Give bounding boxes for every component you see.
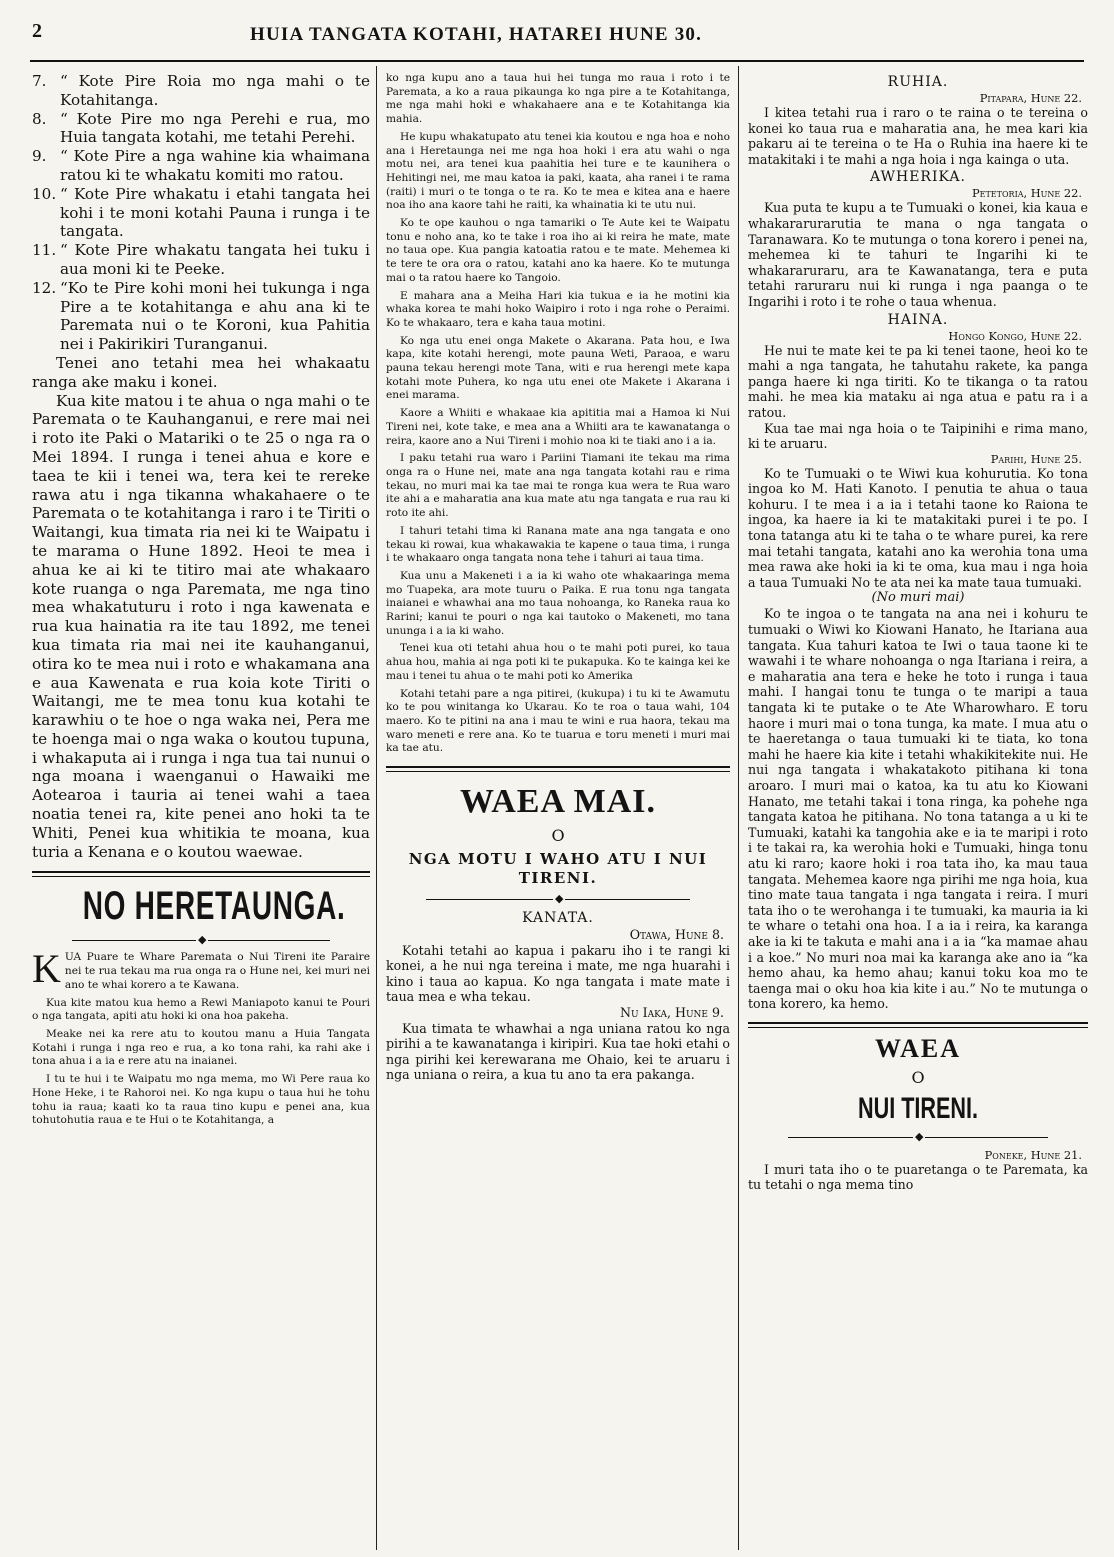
paragraph: I tahuri tetahi tima ki Ranana mate ana nga tangata e ono tekau ki rowai, kua whakawakia te kapene o taua tima, i runga i te whakaaro onga tangata nona tehe i tahuri ai taua tima. bbox=[386, 524, 730, 565]
paragraph: ko nga kupu ano a taua hui hei tunga mo raua i roto i te Paremata, a ko a raua pikaunga ko nga pire a te Kotahitanga, me nga mahi hoki e whakahaere ana e te Kotahitanga kia mahia. bbox=[386, 72, 730, 126]
drop-cap: K bbox=[32, 946, 61, 992]
list-item: 8. “ Kote Pire mo nga Perehi e rua, mo Huia tangata kotahi, me tetahi Perehi. bbox=[32, 109, 370, 147]
dateline: Poneke, Hune 21. bbox=[984, 1147, 1082, 1162]
dateline: Hongo Kongo, Hune 22. bbox=[948, 328, 1082, 343]
waea-subheadline: NGA MOTU I WAHO ATU I NUI TIRENI. bbox=[408, 850, 708, 888]
list-item: 12. “Ko te Pire kohi moni hei tukunga i nga Pire a te kotahitanga e ahu ana ki te Paremata nui o te Koroni, kua Pahitia nei i Pakirikiri Turanganui. bbox=[32, 278, 370, 354]
paragraph: I tu te hui i te Waipatu mo nga mema, mo Wi Pere raua ko Hone Heke, i te Rahoroi nei. Ko nga kupu o taua hui he tohu tohu ia raua; kaati ko ta raua tino kupu e penei ana, kua tohutohutia raua e te Hui o te Kotahitanga, a bbox=[32, 1073, 370, 1127]
paragraph: I muri tata iho o te puaretanga o te Paremata, ka tu tetahi o nga mema tino bbox=[748, 1161, 1088, 1193]
running-head: HUIA TANGATA KOTAHI, HATAREI HUNE 30. bbox=[250, 24, 703, 45]
paragraph: He kupu whakatupato atu tenei kia koutou e nga hoa e noho ana i Heretaunga nei me nga hoa hoki i era atu wahi o nga motu nei, ara tenei kua paahitia hei ture e te kaunihera o Hehitingi nei, me mau katoa ia paki, kaata, aha ranei i te rama (raiti) i muri o te tonga o te ra. Ko te mea e kitea ana e haere noa iho ana kaore tahi he raiti, ka whainatia ki te utu nui. bbox=[386, 130, 730, 212]
masthead-rule bbox=[30, 60, 1084, 62]
page-number: 2 bbox=[32, 20, 42, 42]
headline-connector: O bbox=[911, 1067, 925, 1087]
no-muri-mai-note: (No muri mai) bbox=[871, 590, 965, 606]
column-divider-2 bbox=[738, 66, 739, 1550]
section-head-ruhia: RUHIA. bbox=[887, 74, 949, 90]
paragraph: Ko te ingoa o te tangata na ana nei i kohuru te tumuaki o Wiwi ko Kiowani Hanato, he Itariana aua tangata. Kua tahuri katoa te Iwi o taua taone ki te wawahi i te whare nohoanga o nga Itariana i reira, a e maharatia ana tera e heke he toto i runga i taua mahi. I hangai tonu te tunga o te maripi a taua tangata ki te putake o te Ate Wharowharo. E toru haore i muri mai o tona tunga, ka mate. I mua atu o te haeretanga o taua tumuaki ki te tiata, ko tona mahi he haere kia kite i tetahi whakikitekite nui. He nui nga tangata i whakatakoto pitihana ki tona aroaro. I muri mai o katoa, ka tu atu ko Kiowani Hanato, me tetahi takai i tona ringa, ka pohehe nga tangata katoa he pitihana. No tona tatanga a u ki te Tumuaki, katahi ka tangohia ake e ia te maripi i roto i te takai ra, ka werohia hoki e Tumuaki, hinga tonu atu ki raro; kaore hoki i roa tata iho, ka mau taua tangata. Mehemea kaore nga pirihi me nga hoia, kua tino mate taua tangata i nga tangata i reira. I muri tata iho o te werohanga i te tumuaki, ka mauria ia ki te whare o tetahi ona hoa. I a ia i reira, ka karanga ake ia ki te takuta e mahi ana i a ia “ka mamae ahau i a koe.” No muri noa mai ka karanga ake ano ia “ka hemo ahau, ka hemo ahau; kanui toku koa mo te taenga mai o oku hoa kia kite i au.” No te mutunga o tona korero, ka hemo. bbox=[748, 606, 1088, 1012]
section-rule bbox=[748, 1022, 1088, 1028]
paragraph: I paku tetahi rua waro i Pariini Tiamani ite tekau ma rima onga ra o Hune nei, mate ana nga tangata kotahi rau e rima tekau, no muri mai ka tae mai te ronga kua wera te Rua waro ite ahi a e maharatia ana kua mate atu nga tangata e rua rau ki roto ite ahi. bbox=[386, 452, 730, 520]
bill-list bbox=[32, 72, 370, 354]
paragraph: He nui te mate kei te pa ki tenei taone, heoi ko te mahi a nga tangata, he tahutahu rakete, ka panga panga haere ki nga tiriti. Ko te tikanga o ta ratou mahi. he mea kia mataku ai nga atua e patu ra i a ratou. bbox=[748, 342, 1088, 420]
section-rule bbox=[386, 766, 730, 772]
waea-mai-headline: WAEA MAI. bbox=[459, 783, 657, 821]
column-1 bbox=[32, 72, 370, 1550]
paragraph: KUA Puare te Whare Paremata o Nui Tireni ite Paraire nei te rua tekau ma rua onga ra o Hune nei, kei muri nei ano te whai korero a te Kawana. bbox=[32, 946, 370, 992]
column-2 bbox=[386, 72, 730, 1550]
paragraph: Ko nga utu enei onga Makete o Akarana. Pata hou, e Iwa kapa, kite kotahi herengi, mote pauna Weti, Paraoa, e waru pauna tekau herengi mote Tana, witi e rua herengi mete kapa kotahi mote Puhera, ko nga utu enei ote Makete i Akarana i enei marama. bbox=[386, 334, 730, 402]
paragraph: Kua puta te kupu a te Tumuaki o konei, kia kaua e whakararurarutia te mana o nga tangata o Taranawara. Ko te mutunga o tona korero i penei na, mehemea ki te tahuri te Ingarihi ki te whakararuraru, ara te Kawanatanga, tera e puta tetahi raruraru nui ki runga i nga paanga o te Ingarihi i roto i te rohe o taua whenua. bbox=[748, 200, 1088, 309]
section-head-kanata: KANATA. bbox=[522, 910, 594, 927]
diamond-icon: ◆ bbox=[915, 1129, 924, 1143]
diamond-icon: ◆ bbox=[198, 933, 207, 947]
column-3 bbox=[748, 72, 1088, 1550]
diamond-rule bbox=[72, 933, 330, 947]
dateline: Pitapara, Hune 22. bbox=[979, 91, 1082, 105]
dateline: Petetoria, Hune 22. bbox=[971, 186, 1082, 201]
dateline: Parihi, Hune 25. bbox=[990, 451, 1082, 466]
column-divider-1 bbox=[376, 66, 377, 1550]
dateline: Nu Iaka, Hune 9. bbox=[620, 1005, 724, 1021]
list-item: 7. “ Kote Pire Roia mo nga mahi o te Kotahitanga. bbox=[32, 72, 370, 109]
list-item: 9. “ Kote Pire a nga wahine kia whaimana ratou ki te whakatu komiti mo ratou. bbox=[32, 147, 370, 184]
headline-connector: O bbox=[551, 826, 565, 846]
waea-headline: WAEA bbox=[874, 1033, 961, 1063]
paragraph: Kua unu a Makeneti i a ia ki waho ote whakaaringa mema mo Tuapeka, ara mote tuuru o Paika. E rua tonu nga tangata inaianei e whawhai ana mo taua nohoanga, ko Raneka raua ko Rarini; kanui te pouri o nga kai tautoko o Makeneti, mo tana ununga i a ia ki waho. bbox=[386, 569, 730, 637]
list-item: 11. “ Kote Pire whakatu tangata hei tuku i aua moni ki te Peeke. bbox=[32, 241, 370, 278]
paragraph: Tenei kua oti tetahi ahua hou o te mahi poti purei, ko taua ahua hou, mahia ai nga poti ki te pukapuka. Ko te kainga kei ke mau i tenei tu ahua o te mahi poti ko Amerika bbox=[386, 642, 730, 682]
section-head-haina: HAINA. bbox=[887, 311, 949, 328]
paragraph: Kua timata te whawhai a nga uniana ratou ko nga pirihi a te kawanatanga i kiripiri. Kua tae hoki etahi o nga pirihi kei kerewarana me Ohaio, kei te aruaru i nga uniana o reira, a kua tu ano ta era pakanga. bbox=[386, 1020, 730, 1083]
section-rule bbox=[32, 871, 370, 877]
paragraph: Kotahi tetahi ao kapua i pakaru iho i te rangi ki konei, a he nui nga tereina i mate, me nga huarahi i kino i taua ao kapua. Ko nga tangata i mate mate i taua mea e wha tekau. bbox=[386, 942, 730, 1005]
paragraph: Ko te Tumuaki o te Wiwi kua kohurutia. Ko tona ingoa ko M. Hati Kanoto. I penutia te ahua o taua kohuru. I te mea i a ia i tetahi taone ko Raiona te ingoa, ka haere ia ki te matakitaki purei i te po. I tona tatanga atu ki te taha o te whare purei, ka rere mai tetahi tangata, katahi ano ka werohia tona uma mea rawa ake hoki ia ki te oma, kua mau i nga hoia a taua Tumuaki No te ata nei ka mate taua tumuaki. bbox=[748, 465, 1088, 590]
paragraph: Tenei ano tetahi mea hei whakaatu ranga ake maku i konei. bbox=[32, 353, 370, 391]
diamond-rule bbox=[788, 1130, 1048, 1144]
paragraph: Kua kite matou i te ahua o nga mahi o te Paremata o te Kauhanganui, e rere mai nei i roto ite Paki o Matariki o te 25 o nga ra o Mei 1894. I runga i tenei ahua e kore e taea te kii i tenei wa, tera kei te rereke rawa atu i nga tikanna whakahaere o te Paremata o te kotahitanga i raro i te Tiriti o Waitangi, kua timata ria nei ki te Waipatu i te marama o Hune 1892. Heoi te mea i ahua ke ai ki te titiro mai ate whakaaro kote ruanga o nga Paremata, me nga tino mea whakatuturu i roto i nga kawenata e rua kua hainatia ra ite tau 1892, me tenei kua timata ria mai nei ite kauhanganui, otira ko te mea nui i roto e whakamana ana e aua Kawenata e rua koia kote Tiriti o Waitangi, me te mea tonu kua kotahi te karawhiu o te hoe o nga waka nei, Pera me te hoenga mai o nga waka o koutou tupuna, i whakaputa ai i runga i nga tua tai nunui o nga moana i waenganui o Hawaiki me Aotearoa i tauria ai tenei wahi a taea noatia tenei ra, kite penei ano hoki ta te Whiti, Penei kua whitikia te moana, kua turia a Kenana e o koutou waewae. bbox=[32, 391, 370, 861]
dateline: Otawa, Hune 8. bbox=[629, 927, 724, 943]
list-item: 10. “ Kote Pire whakatu i etahi tangata hei kohi i te moni kotahi Pauna i runga i te tangata. bbox=[32, 184, 370, 241]
paragraph: Kua tae mai nga hoia o te Taipinihi e rima mano, ki te aruaru. bbox=[748, 420, 1088, 452]
paragraph: E mahara ana a Meiha Hari kia tukua e ia he motini kia whaka korea te mahi hoko Waipiro i roto i nga rohe o Peraimi. Ko te whakaaro, tera e kaha taua motini. bbox=[386, 289, 730, 329]
diamond-rule bbox=[426, 892, 690, 906]
heretaunga-headline: NO HERETAUNGA. bbox=[82, 884, 346, 929]
masthead bbox=[0, 0, 1114, 62]
section-head-awherika: AWHERIKA. bbox=[870, 169, 966, 186]
paragraph: Kaore a Whiiti e whakaae kia apititia mai a Hamoa ki Nui Tireni nei, kote take, e mea ana a Whiiti ara te kawanatanga o reira, kaore ano a Nui Tireni i mohio noa ki te tiaki ano i a ia. bbox=[386, 407, 730, 447]
paragraph: Meake nei ka rere atu to koutou manu a Huia Tangata Kotahi i runga i nga reo e rua, a ko tona rahi, ka rahi ake i tona ahua i a ia e rere atu na inaianei. bbox=[32, 1027, 370, 1068]
diamond-icon: ◆ bbox=[555, 892, 564, 906]
nui-tireni-headline: NUI TIRENI. bbox=[857, 1091, 978, 1125]
paragraph: I kitea tetahi rua i raro o te raina o te tereina o konei ko taua rua e maharatia ana, he mea kari kia pakaru ai te tereina o te Ha o Ruhia ina haere ki te matakitaki i te mahi a nga hoia i nga kainga o uta. bbox=[748, 105, 1088, 167]
paragraph: Kua kite matou kua hemo a Rewi Maniapoto kanui te Pouri o nga tangata, apiti atu hoki ki ona hoa pakeha. bbox=[32, 996, 370, 1023]
paragraph: Kotahi tetahi pare a nga pitirei, (kukupa) i tu ki te Awamutu ko te pou winitanga ko Ukarau. Ko te roa o taua wahi, 104 maero. Ko te pitini na ana i mau te wini e rua haora, tekau ma waro meneti e rere ana. Ko te tuarua e toru meneti i muri mai ka tae atu. bbox=[386, 687, 730, 755]
paragraph: Ko te ope kauhou o nga tamariki o Te Aute kei te Waipatu tonu e noho ana, ko te take i roa iho ai ki reira he mate, mate no taua ope. Kua pangia katoatia ratou e te mate. Mehemea ki te tere te ora ora o ratou, katahi ano ka haere. Ko te mutunga mai o ta ratou haere ko Tangoio. bbox=[386, 217, 730, 284]
